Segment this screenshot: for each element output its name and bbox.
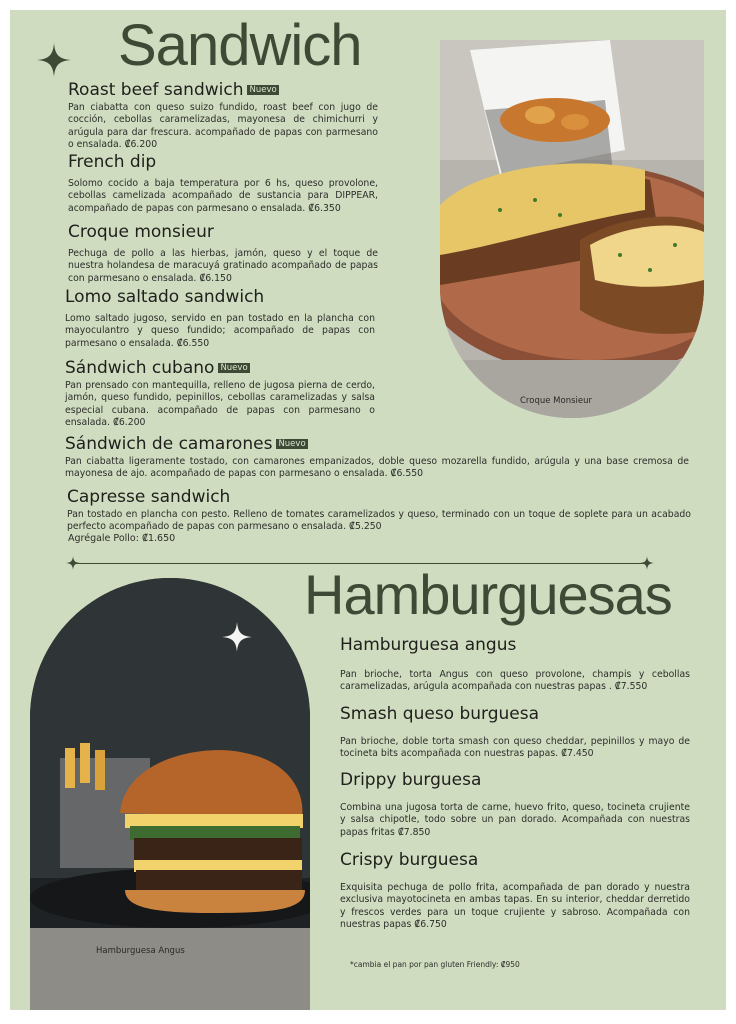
item-description: Pan brioche, torta Angus con queso provolone, champis y cebollas caramelizadas, arúgula acompañada con nuestras papas . ₡7.550 <box>340 669 690 693</box>
item-name: Sándwich de camarones <box>65 434 273 454</box>
item-description: Lomo saltado jugoso, servido en pan tostado en la plancha con mayoculantro y queso fundido; acompañado de papas con parmesano o ensalada. ₡6.550 <box>65 313 375 349</box>
menu-item <box>65 287 375 350</box>
menu-item <box>68 152 378 215</box>
menu-item <box>340 850 690 932</box>
item-description: Exquisita pechuga de pollo frita, acompañada de pan dorado y nuestra exclusiva mayotocineta en ambas tapas. En su interior, cheddar derretido y frescos verdes para un toque crujiente y sabroso. Acompañada con nuestras papas ₡6.750 <box>340 882 690 931</box>
item-description: Pan brioche, doble torta smash con queso cheddar, pepinillos y mayo de tocineta bits acompañada con nuestras papas. ₡7.450 <box>340 736 690 760</box>
item-description: Pan tostado en plancha con pesto. Relleno de tomates caramelizados y queso, terminado con un toque de soplete para un acabado perfecto acompañado de papas con parmesano o ensalada. ₡5.250 <box>67 509 691 533</box>
item-description: Combina una jugosa torta de carne, huevo frito, queso, tocineta crujiente y salsa chipotle, todo sobre un pan dorado. Acompañada con nuestras papas fritas ₡7.850 <box>340 802 690 838</box>
menu-item <box>65 434 689 481</box>
item-description: Pechuga de pollo a las hierbas, jamón, queso y el toque de nuestra holandesa de maracuyá gratinado acompañado de papas con parmesano o ensalada. ₡6.150 <box>68 248 378 284</box>
new-badge: Nuevo <box>278 439 306 449</box>
item-description: Pan ciabatta con queso suizo fundido, roast beef con jugo de cocción, cebollas caramelizadas, mayonesa de chimichurri y arúgula para dar frescura. acompañado de papas con parmesano o ensalada. ₡6.200 <box>68 102 378 151</box>
item-name: Hamburguesa angus <box>340 635 517 655</box>
item-name: Drippy burguesa <box>340 770 482 790</box>
add-chicken-extra: Agrégale Pollo: ₡1.650 <box>68 533 176 544</box>
menu-item <box>68 80 378 152</box>
item-description: Solomo cocido a baja temperatura por 6 hs, queso provolone, cebollas camelizada acompañado de sustancia para DIPPEAR, acompañado de papas con parmesano o ensalada. ₡6.350 <box>68 178 378 214</box>
item-name: Smash queso burguesa <box>340 704 540 724</box>
item-name: Crispy burguesa <box>340 850 479 870</box>
item-name: Capresse sandwich <box>67 487 231 507</box>
item-name: Lomo saltado sandwich <box>65 287 265 307</box>
hamburguesas-section-title: Hamburguesas <box>304 563 672 626</box>
new-badge: Nuevo <box>220 363 248 373</box>
item-name: Sándwich cubano <box>65 358 215 378</box>
croque-monsieur-photo <box>440 40 704 418</box>
photo-caption: Croque Monsieur <box>520 396 592 406</box>
item-name: Croque monsieur <box>68 222 214 242</box>
menu-item <box>340 635 690 694</box>
menu-item <box>67 487 691 534</box>
menu-page <box>10 10 726 1010</box>
gluten-free-note: *cambia el pan por pan gluten Friendly: ₡950 <box>350 960 520 969</box>
photo-caption: Hamburguesa Angus <box>96 946 185 956</box>
sparkle-star-icon <box>37 43 71 77</box>
menu-item <box>340 770 690 839</box>
item-description: Pan prensado con mantequilla, relleno de jugosa pierna de cerdo, jamón, queso fundido, pepinillos, cebollas caramelizadas y salsa especial cubana. acompañado de papas con parmesano o ensalada. ₡6.200 <box>65 380 375 429</box>
new-badge: Nuevo <box>249 85 277 95</box>
sandwich-section-title: Sandwich <box>118 13 362 78</box>
item-name: French dip <box>68 152 157 172</box>
menu-item <box>65 358 375 430</box>
menu-item <box>68 222 378 285</box>
menu-item <box>340 704 690 761</box>
item-description: Pan ciabatta ligeramente tostado, con camarones empanizados, doble queso mozarella fundido, arúgula y una base cremosa de mayonesa de ajo. acompañado de papas con parmesano o ensalada. ₡6.550 <box>65 456 689 480</box>
croque-monsieur-image <box>440 40 704 418</box>
item-name: Roast beef sandwich <box>68 80 244 100</box>
sparkle-star-icon <box>222 622 252 652</box>
